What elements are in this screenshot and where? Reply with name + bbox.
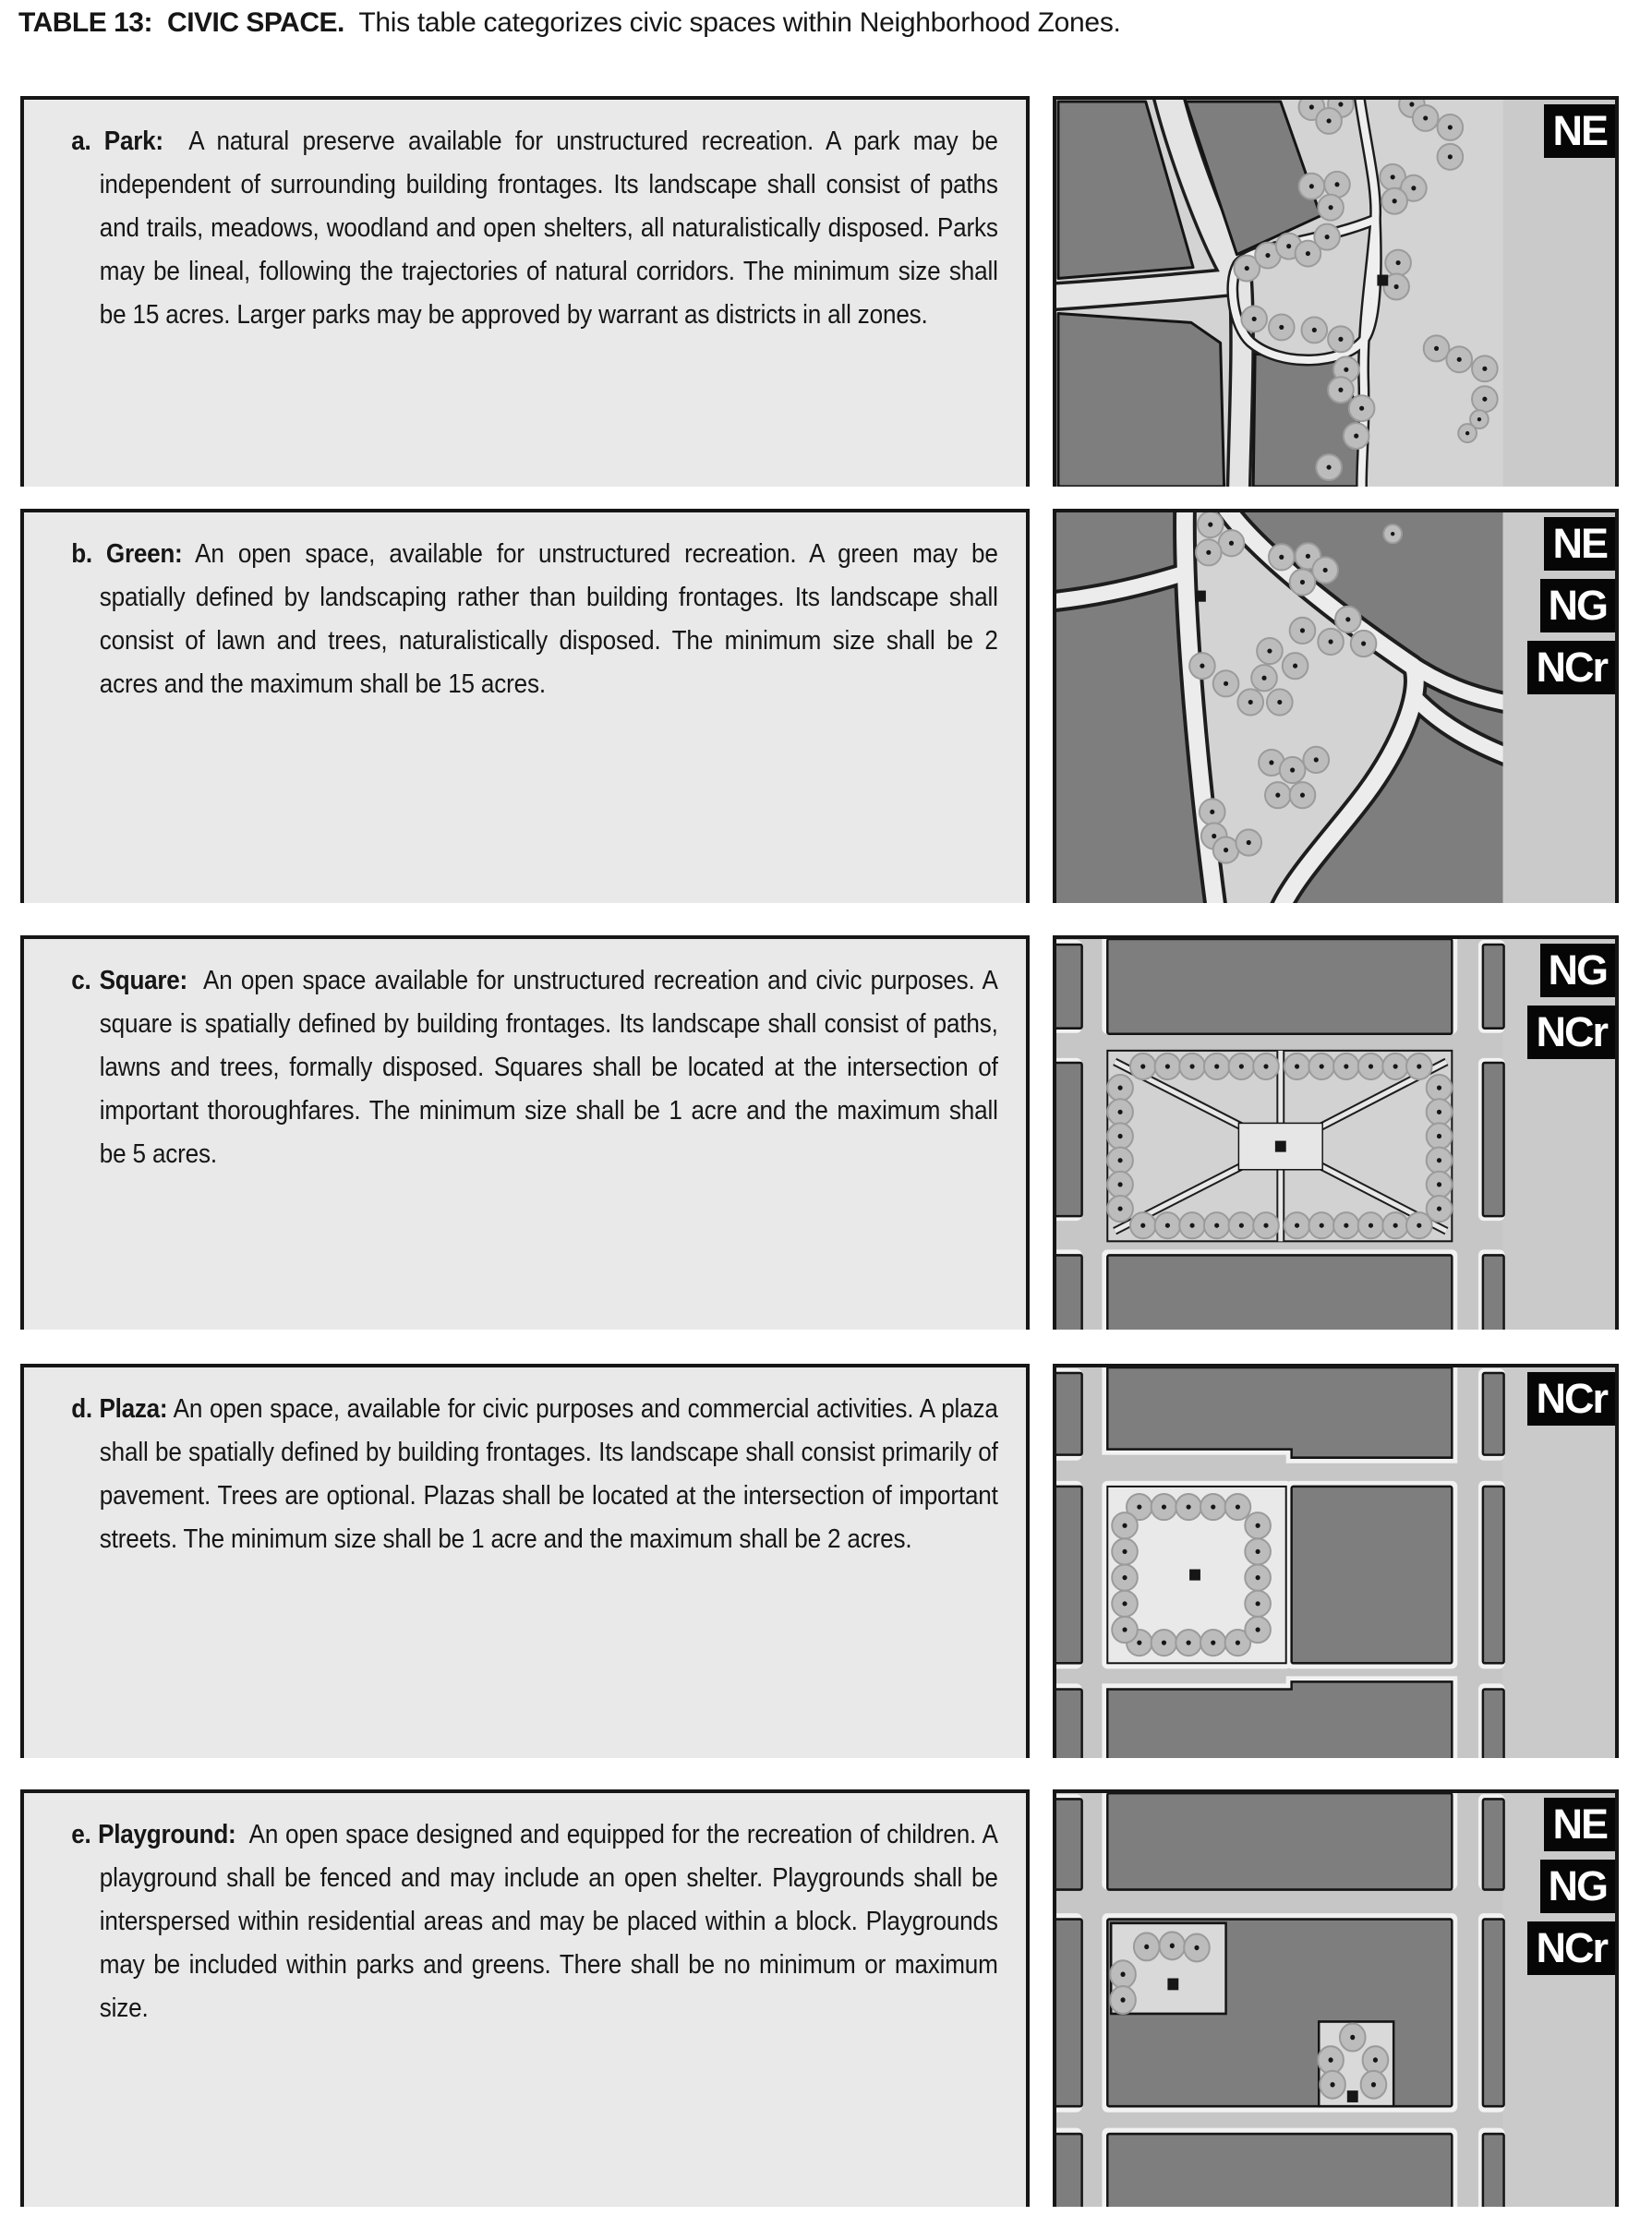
row-square [20, 935, 1619, 1330]
playground-diagram [1053, 1789, 1619, 2207]
zone-badges [1527, 517, 1615, 694]
civic-building-marker-2 [1347, 2090, 1358, 2102]
table-caption: This table categorizes civic spaces within Neighborhood Zones. [358, 7, 1121, 38]
table-title [18, 7, 1121, 39]
plaza-description-cell [20, 1364, 1030, 1758]
zone-badges [1544, 104, 1615, 158]
playground-description-cell [20, 1789, 1030, 2207]
table-number: TABLE 13: [18, 7, 152, 38]
park-description: a. Park: A natural preserve available for unstructured recreation. A park may be independent of surrounding building frontages. Its landscape shall consist of paths and trails, meadows, woodland and open shelters, all naturalistically disposed. Parks may be lineal, following the trajectories of natural corridors. The minimum size shall be 15 acres. Larger parks may be approved by warrant as districts in all zones. [71, 126, 998, 330]
green-diagram [1053, 509, 1619, 903]
square-description-cell [20, 935, 1030, 1330]
zone-badge-ne: NE [1544, 104, 1615, 158]
row-playground [20, 1789, 1619, 2207]
civic-building-marker [1377, 275, 1388, 286]
park-diagram [1053, 96, 1619, 487]
zone-badge-ncr: NCr [1527, 1921, 1615, 1975]
zone-badge-ncr: NCr [1527, 641, 1615, 694]
plaza-map [1056, 1367, 1615, 1758]
square-description: c. Square: An open space available for unstructured recreation and civic purposes. A square is spatially defined by building frontages. Its landscape shall consist of paths, lawns and trees, formally disposed. Squares shall be located at the intersection of important thoroughfares. The minimum size shall be 1 acre and the maximum shall be 5 acres. [71, 966, 998, 1169]
square-diagram [1053, 935, 1619, 1330]
row-park [20, 96, 1619, 487]
civic-building-marker [1195, 591, 1206, 602]
playground-description: e. Playground: An open space designed and equipped for the recreation of children. A playground shall be fenced and may include an open shelter. Playgrounds shall be interspersed within residential areas and may be placed within a block. Playgrounds may be included within parks and greens. There shall be no minimum or maximum size. [71, 1820, 998, 2023]
park-description-cell [20, 96, 1030, 487]
zone-badge-ncr: NCr [1527, 1372, 1615, 1426]
plaza-diagram [1053, 1364, 1619, 1758]
civic-building-marker [1275, 1141, 1286, 1152]
row-plaza [20, 1364, 1619, 1758]
zone-badge-ng: NG [1540, 1860, 1616, 1913]
zone-badges [1527, 1798, 1615, 1975]
zone-badge-ne: NE [1544, 1798, 1615, 1851]
margin-band [1503, 1367, 1615, 1758]
zone-badges [1527, 1372, 1615, 1426]
table-name: CIVIC SPACE. [167, 7, 344, 38]
row-green [20, 509, 1619, 903]
civic-building-marker [1189, 1570, 1200, 1581]
civic-building-marker-1 [1167, 1979, 1178, 1991]
zone-badge-ne: NE [1544, 517, 1615, 571]
park-map [1056, 100, 1615, 487]
zone-badge-ng: NG [1540, 579, 1616, 632]
green-description-cell [20, 509, 1030, 903]
green-description: b. Green: An open space, available for unstructured recreation. A green may be spatially defined by landscaping rather than building frontages. Its landscape shall consist of lawn and trees, naturalistically disposed. The minimum size shall be 2 acres and the maximum shall be 15 acres. [71, 539, 998, 699]
plaza-description: d. Plaza: An open space, available for civic purposes and commercial activities. A plaza shall be spatially defined by building frontages. Its landscape shall consist primarily of pavement. Trees are optional. Plazas shall be located at the intersection of important streets. The minimum size shall be 1 acre and the maximum shall be 2 acres. [71, 1394, 998, 1554]
zone-badge-ncr: NCr [1527, 1006, 1615, 1059]
zone-badges [1527, 944, 1615, 1059]
zone-badge-ng: NG [1540, 944, 1616, 997]
